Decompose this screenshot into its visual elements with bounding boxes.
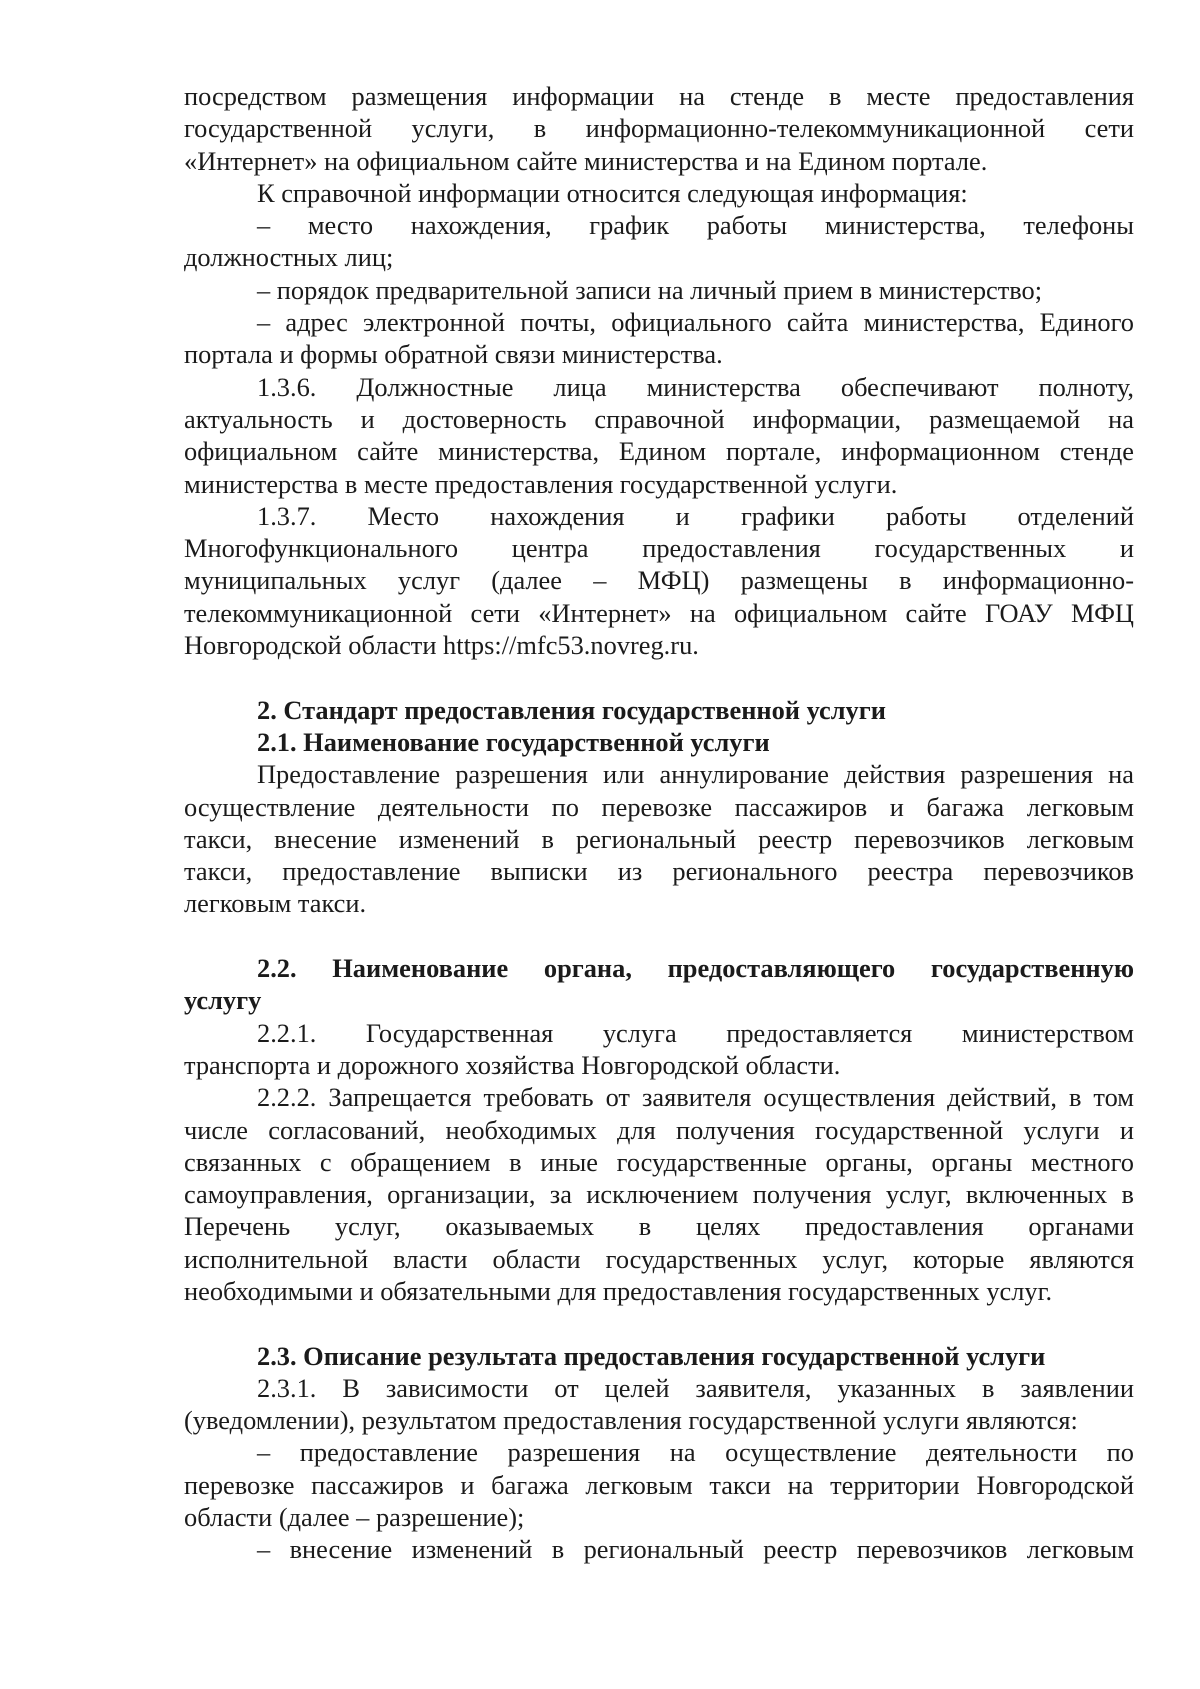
text-line: 2.2.1. Государственная услуга предоставляется министерством [257, 1017, 1134, 1048]
subsection-heading-2-2 [184, 952, 1134, 1017]
list-item-email-website [184, 306, 1134, 371]
text-line: К справочной информации относится следующая информация: [257, 177, 968, 208]
blank-line [184, 1307, 1134, 1339]
text-line: самоуправления, организации, за исключением получения услуг, включенных в [184, 1179, 1134, 1210]
text-line: – предоставление разрешения на осуществление деятельности по [257, 1437, 1134, 1468]
text-line: телекоммуникационной сети «Интернет» на официальном сайте ГОАУ МФЦ [184, 597, 1134, 628]
paragraph-1-3-7 [184, 500, 1134, 661]
text-line: Предоставление разрешения или аннулирование действия разрешения на [257, 759, 1134, 790]
subsection-heading-2-3 [184, 1340, 1134, 1372]
text-line: – адрес электронной почты, официального сайта министерства, Единого [257, 307, 1134, 338]
list-item-permit-issue [184, 1436, 1134, 1533]
paragraph-reference-info-intro [184, 177, 1134, 209]
text-line: 1.3.7. Место нахождения и графики работы отделений [257, 500, 1134, 531]
subsection-heading-2-1 [184, 726, 1134, 758]
text-line: исполнительной власти области государственных услуг, которые являются [184, 1243, 1134, 1274]
text-line: Новгородской области https://mfc53.novreg.ru. [184, 630, 699, 661]
text-line: должностных лиц; [184, 242, 394, 273]
paragraph-2-3-1 [184, 1372, 1134, 1437]
text-line: связанных с обращением в иные государственные органы, органы местного [184, 1146, 1134, 1177]
paragraph-2-2-1 [184, 1017, 1134, 1082]
paragraph-2-2-2 [184, 1081, 1134, 1307]
heading-text: 2.2. Наименование органа, предоставляющего государственную [257, 953, 1134, 984]
text-line: посредством размещения информации на стенде в месте предоставления [184, 81, 1134, 111]
list-item-location-schedule [184, 209, 1134, 274]
text-line: необходимыми и обязательными для предоставления государственных услуг. [184, 1275, 1053, 1306]
text-line: государственной услуги, в информационно-телекоммуникационной сети [184, 113, 1134, 144]
section-heading-2 [184, 694, 1134, 726]
text-line: Многофункционального центра предоставления государственных и [184, 533, 1134, 564]
heading-text: 2.3. Описание результата предоставления государственной услуги [257, 1340, 1046, 1371]
blank-line [184, 661, 1134, 693]
text-line: официальном сайте министерства, Едином портале, информационном стенде [184, 436, 1134, 467]
text-line: Перечень услуг, оказываемых в целях предоставления органами [184, 1211, 1134, 1242]
text-line: – внесение изменений в региональный реестр перевозчиков легковым [257, 1534, 1134, 1565]
text-line: – место нахождения, график работы министерства, телефоны [257, 210, 1134, 241]
text-line: перевозке пассажиров и багажа легковым такси на территории Новгородской [184, 1469, 1134, 1500]
heading-text: 2. Стандарт предоставления государственной услуги [257, 694, 886, 725]
paragraph-1-3-6 [184, 371, 1134, 500]
text-line: транспорта и дорожного хозяйства Новгородской области. [184, 1049, 841, 1080]
text-line: «Интернет» на официальном сайте министерства и на Едином портале. [184, 145, 988, 176]
text-line: (уведомлении), результатом предоставления государственной услуги являются: [184, 1405, 1078, 1436]
text-line: числе согласований, необходимых для получения государственной услуги и [184, 1114, 1134, 1145]
text-line: актуальность и достоверность справочной информации, размещаемой на [184, 403, 1134, 434]
text-line: 2.3.1. В зависимости от целей заявителя, указанных в заявлении [257, 1372, 1134, 1403]
text-line: муниципальных услуг (далее – МФЦ) размещены в информационно- [184, 565, 1134, 596]
text-line: министерства в месте предоставления государственной услуги. [184, 468, 898, 499]
document-page [184, 80, 1134, 1566]
paragraph-info-placement [184, 80, 1134, 177]
text-line: осуществление деятельности по перевозке пассажиров и багажа легковым [184, 791, 1134, 822]
heading-text: услугу [184, 985, 262, 1016]
text-line: такси, предоставление выписки из регионального реестра перевозчиков [184, 856, 1134, 887]
blank-line [184, 920, 1134, 952]
text-line: – порядок предварительной записи на личный прием в министерство; [257, 274, 1043, 305]
text-line: такси, внесение изменений в региональный реестр перевозчиков легковым [184, 823, 1134, 854]
text-line: области (далее – разрешение); [184, 1502, 525, 1533]
text-line: 2.2.2. Запрещается требовать от заявителя осуществления действий, в том [257, 1082, 1134, 1113]
list-item-registry-changes [184, 1533, 1134, 1565]
text-line: легковым такси. [184, 888, 367, 919]
text-line: портала и формы обратной связи министерства. [184, 339, 723, 370]
text-line: 1.3.6. Должностные лица министерства обеспечивают полноту, [257, 371, 1134, 402]
paragraph-service-name [184, 758, 1134, 919]
list-item-appointment-order [184, 274, 1134, 306]
heading-text: 2.1. Наименование государственной услуги [257, 726, 770, 757]
